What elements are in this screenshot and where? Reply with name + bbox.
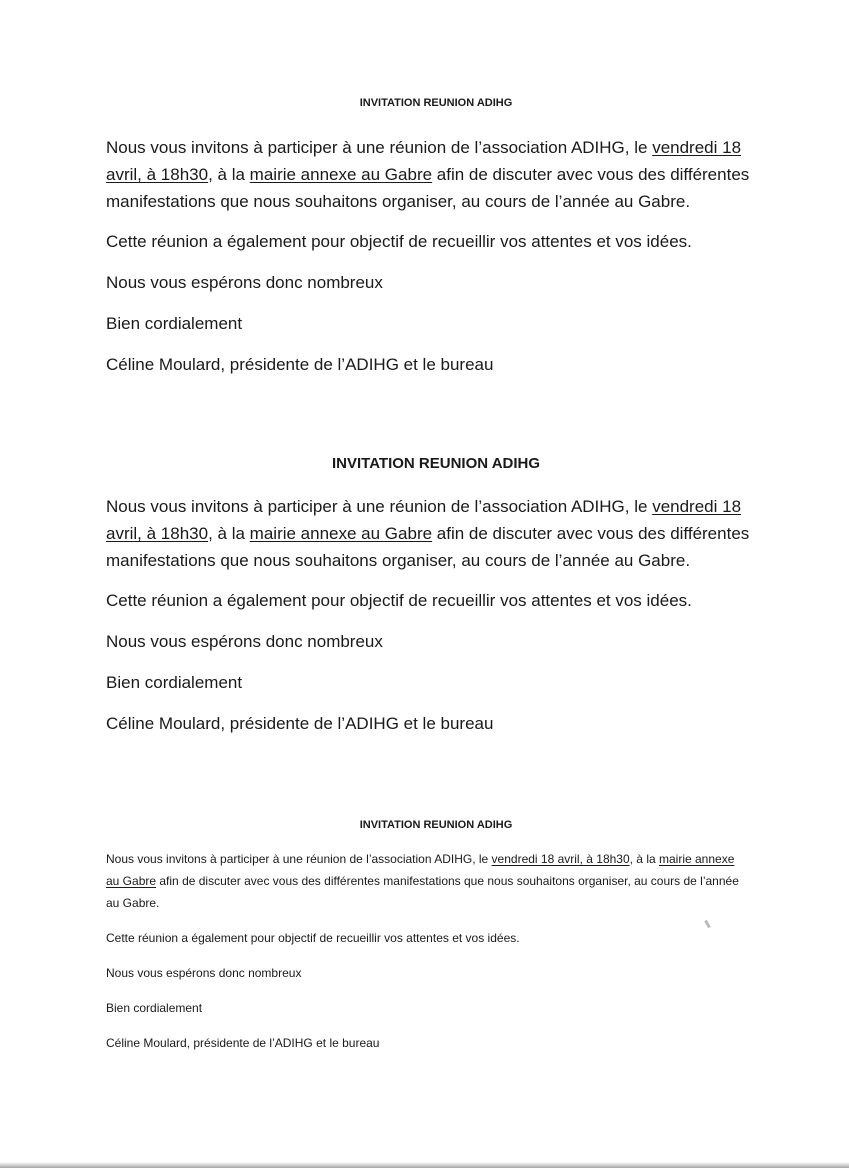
invitation-block-2 [106, 452, 766, 738]
meeting-date: vendredi 18 avril, à 18h30 [106, 497, 742, 543]
intro-text-start: Nous vous invitons à participer à une réunion de l’association ADIHG, le [106, 852, 492, 866]
hope-line: Nous vous espérons donc nombreux [106, 632, 383, 651]
scan-bottom-edge [0, 1162, 849, 1168]
hope-line: Nous vous espérons donc nombreux [106, 966, 302, 980]
invitation-intro [106, 848, 746, 914]
intro-text-mid: , à la [629, 852, 659, 866]
intro-text-end: afin de discuter avec vous des différentes manifestations que nous souhaitons organiser, au cours de l’année au Gabre. [106, 524, 750, 570]
meeting-place: mairie annexe au Gabre [106, 852, 735, 888]
closing-line: Bien cordialement [106, 314, 243, 333]
meeting-date: vendredi 18 avril, à 18h30 [106, 138, 742, 184]
closing-line: Bien cordialement [106, 1001, 203, 1015]
intro-text-start: Nous vous invitons à participer à une réunion de l’association ADIHG, le [106, 497, 653, 516]
intro-text-mid: , à la [208, 524, 250, 543]
invitation-intro [106, 493, 766, 574]
meeting-place: mairie annexe au Gabre [249, 165, 433, 184]
closing-line: Bien cordialement [106, 673, 243, 692]
invitation-title: INVITATION REUNION ADIHG [359, 97, 513, 109]
objective-line: Cette réunion a également pour objectif de recueillir vos attentes et vos idées. [106, 591, 692, 610]
intro-text-start: Nous vous invitons à participer à une réunion de l’association ADIHG, le [106, 138, 653, 157]
intro-text-mid: , à la [208, 165, 250, 184]
hope-line: Nous vous espérons donc nombreux [106, 273, 383, 292]
meeting-place: mairie annexe au Gabre [249, 524, 433, 543]
invitation-title: INVITATION REUNION ADIHG [359, 819, 513, 831]
meeting-date: vendredi 18 avril, à 18h30 [491, 852, 630, 866]
invitation-block-3 [106, 814, 766, 1054]
invitation-title: INVITATION REUNION ADIHG [331, 455, 541, 472]
intro-text-end: afin de discuter avec vous des différentes manifestations que nous souhaitons organiser, au cours de l’année au Gabre. [106, 165, 750, 211]
signature-line: Céline Moulard, présidente de l’ADIHG et le bureau [106, 355, 494, 374]
intro-text-end: afin de discuter avec vous des différentes manifestations que nous souhaitons organiser, au cours de l’année au Gabre. [106, 874, 739, 910]
invitation-intro [106, 134, 766, 215]
objective-line: Cette réunion a également pour objectif de recueillir vos attentes et vos idées. [106, 931, 520, 945]
signature-line: Céline Moulard, présidente de l’ADIHG et le bureau [106, 1036, 380, 1050]
signature-line: Céline Moulard, présidente de l’ADIHG et le bureau [106, 714, 494, 733]
objective-line: Cette réunion a également pour objectif de recueillir vos attentes et vos idées. [106, 232, 692, 251]
invitation-block-1 [106, 92, 766, 379]
